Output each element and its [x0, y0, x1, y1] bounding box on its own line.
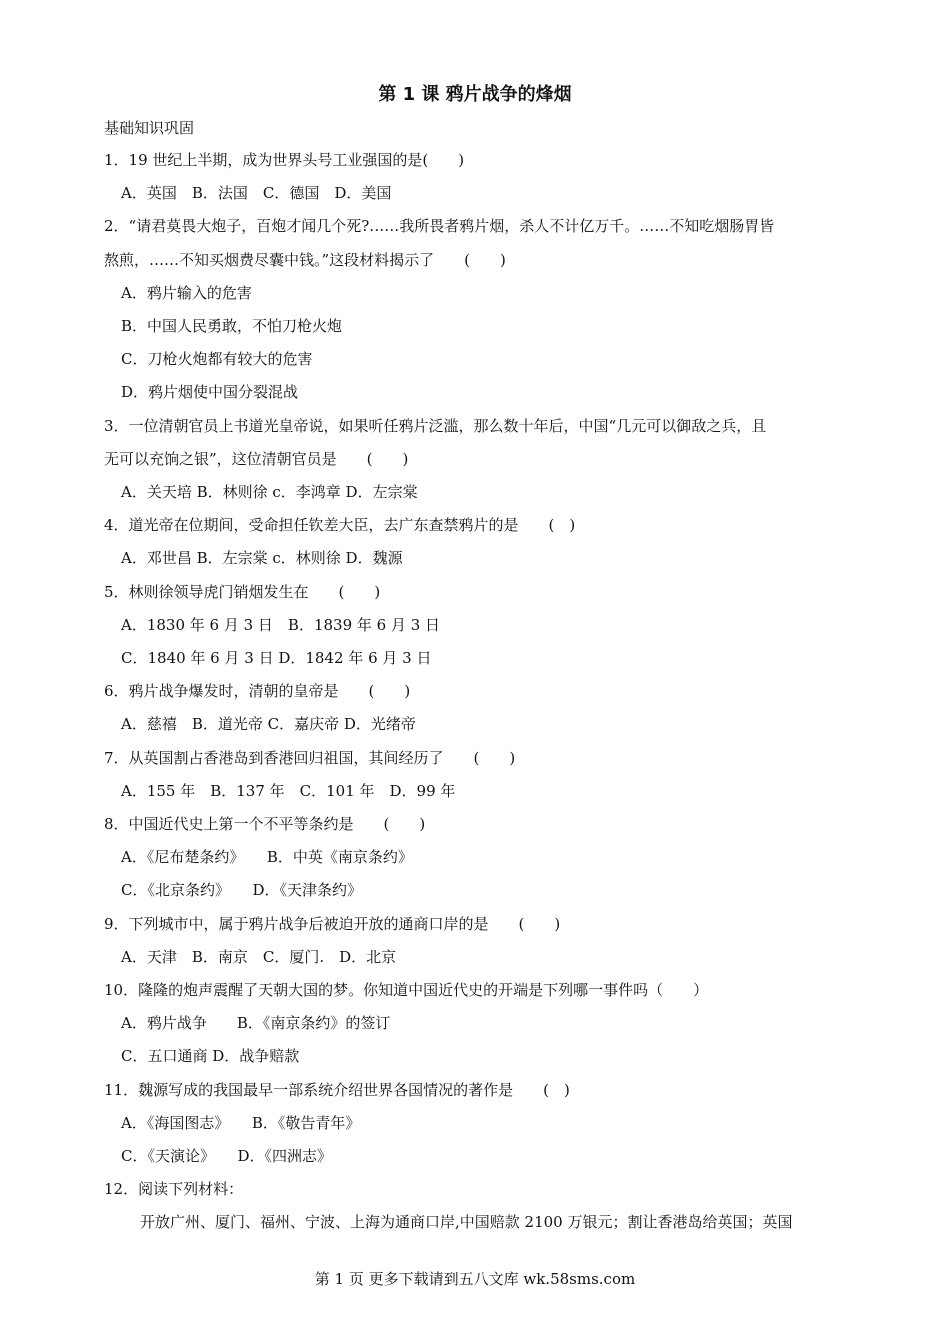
option-line: 开放广州、厦门、福州、宁波、上海为通商口岸,中国赔款 2100 万银元；割让香港岛给英国；英国: [140, 1213, 793, 1231]
option-line: C．刀枪火炮都有较大的危害: [121, 350, 313, 368]
option-line: A．天津 B．南京 C．厦门. D．北京: [121, 948, 397, 966]
question-line: 4．道光帝在位期间，受命担任钦差大臣，去广东查禁鸦片的是 ( ): [104, 516, 576, 534]
option-line: B．中国人民勇敢，不怕刀枪火炮: [121, 317, 343, 335]
question-line: 12．阅读下列材料：: [104, 1180, 244, 1198]
section-heading: 基础知识巩固: [104, 119, 195, 137]
option-line: C．《天演论》 D．《四洲志》: [121, 1147, 333, 1165]
question-line: 3．一位清朝官员上书道光皇帝说，如果听任鸦片泛滥，那么数十年后，中国“几元可以御敌之兵，且: [104, 417, 767, 435]
option-line: A．慈禧 B．道光帝 C．嘉庆帝 D．光绪帝: [121, 715, 416, 733]
option-line: A．鸦片输入的危害: [121, 284, 252, 302]
question-line: 无可以充饷之银”，这位清朝官员是 ( ): [104, 450, 409, 468]
option-line: C．1840 年 6 月 3 日 D．1842 年 6 月 3 日: [121, 649, 432, 667]
question-line: 10．隆隆的炮声震醒了天朝大国的梦。你知道中国近代史的开端是下列哪一事件吗（ ）: [104, 981, 709, 999]
option-line: A．《尼布楚条约》 B．中英《南京条约》: [121, 848, 413, 866]
option-line: A．关天培 B．林则徐 c．李鸿章 D．左宗棠: [121, 483, 418, 501]
question-line: 7．从英国割占香港岛到香港回归祖国，其间经历了 ( ): [104, 749, 516, 767]
question-line: 5．林则徐领导虎门销烟发生在 ( ): [104, 583, 381, 601]
option-line: A．鸦片战争 B．《南京条约》的签订: [121, 1014, 391, 1032]
question-line: 6．鸦片战争爆发时，清朝的皇帝是 ( ): [104, 682, 411, 700]
question-line: 9．下列城市中，属于鸦片战争后被迫开放的通商口岸的是 ( ): [104, 915, 561, 933]
question-line: 8．中国近代史上第一个不平等条约是 ( ): [104, 815, 426, 833]
option-line: C．五口通商 D．战争赔款: [121, 1047, 300, 1065]
page-footer: 第 1 页 更多下载请到五八文库 wk.58sms.com: [314, 1270, 636, 1288]
question-line: 11．魏源写成的我国最早一部系统介绍世界各国情况的著作是 ( ): [104, 1081, 570, 1099]
option-line: D．鸦片烟使中国分裂混战: [121, 383, 299, 401]
option-line: A．邓世昌 B．左宗棠 c．林则徐 D．魏源: [121, 549, 403, 567]
question-line: 熬煎，……不知买烟费尽囊中钱。”这段材料揭示了 ( ): [104, 251, 506, 269]
question-line: 2．“请君莫畏大炮子，百炮才闻几个死?……我所畏者鸦片烟，杀人不计亿万千。……不知吃烟肠胃皆: [104, 217, 775, 235]
option-line: A．英国 B．法国 C．德国 D．美国: [121, 184, 392, 202]
page-title: 第 1 课 鸦片战争的烽烟: [378, 84, 572, 105]
question-line: 1．19 世纪上半期，成为世界头号工业强国的是( ): [104, 151, 465, 169]
option-line: A．《海国图志》 B．《敬告青年》: [121, 1114, 361, 1132]
option-line: A．155 年 B．137 年 C．101 年 D．99 年: [121, 782, 456, 800]
option-line: A．1830 年 6 月 3 日 B．1839 年 6 月 3 日: [121, 616, 441, 634]
option-line: C．《北京条约》 D．《天津条约》: [121, 881, 363, 899]
